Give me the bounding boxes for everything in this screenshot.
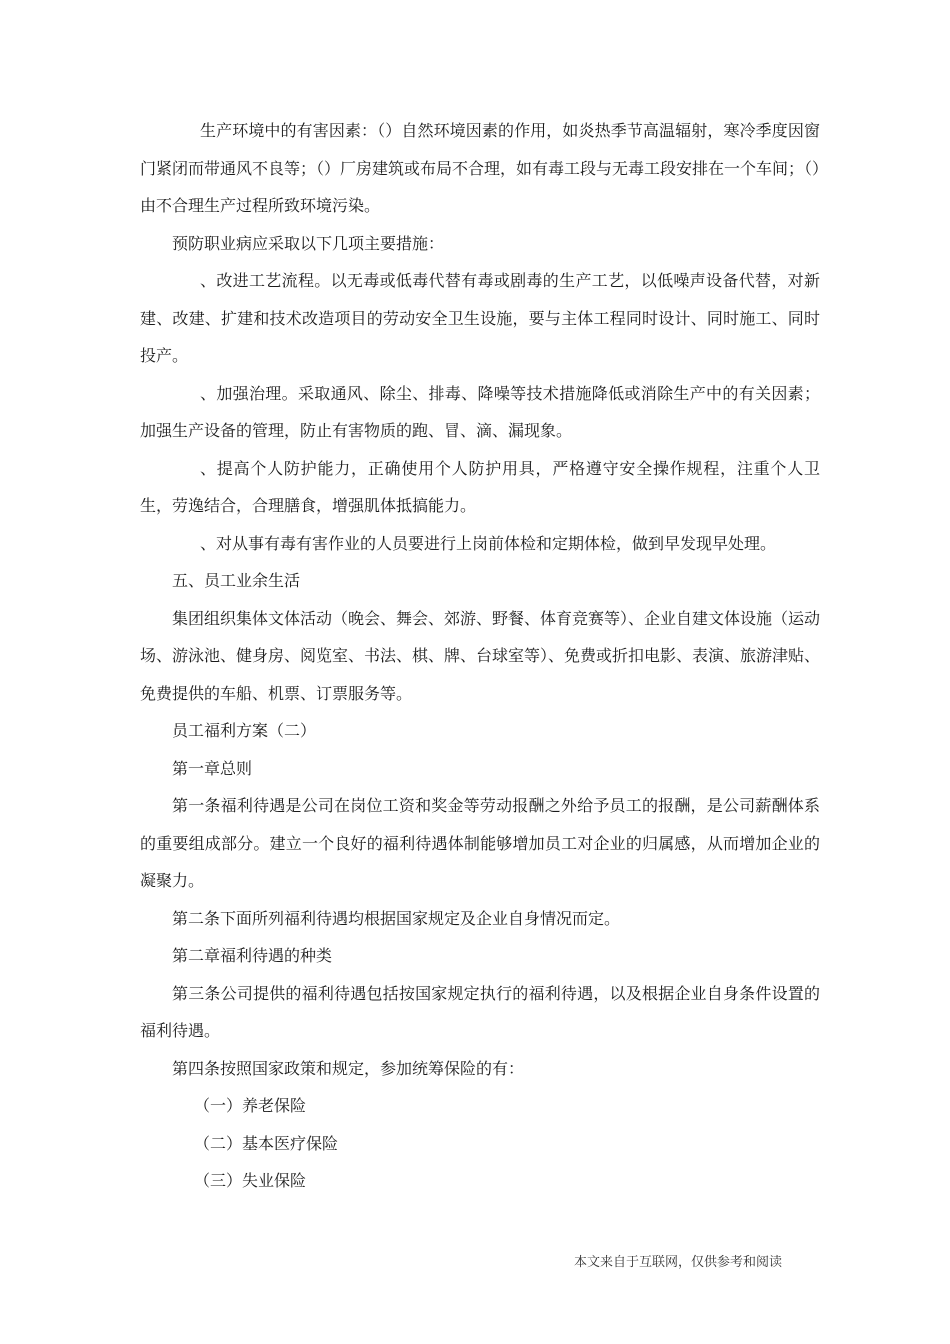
footer-disclaimer: 本文来自于互联网，仅供参考和阅读	[574, 1255, 783, 1270]
document-body	[140, 112, 820, 1200]
paragraph-hazard-factors: 生产环境中的有害因素：（）自然环境因素的作用，如炎热季节高温辐射，寒冷季度因窗门紧闭而带通风不良等；（）厂房建筑或布局不合理，如有毒工段与无毒工段安排在一个车间；（）由不合理生产过程所致环境污染。	[140, 121, 821, 215]
paragraph-prevention-intro: 预防职业病应采取以下几项主要措施：	[172, 233, 445, 253]
list-item-unemployment: （三）失业保险	[194, 1171, 307, 1190]
list-item-pension: （一）养老保险	[194, 1096, 307, 1115]
paragraph-measure-control: 、加强治理。采取通风、除尘、排毒、降噪等技术措施降低或消除生产中的有关因素；加强生产设备的管理，防止有害物质的跑、冒、滴、漏现象。	[140, 383, 820, 440]
document-subtitle: 员工福利方案（二）	[172, 721, 317, 740]
list-item-medical: （二）基本医疗保险	[194, 1133, 339, 1153]
paragraph-measure-protection: 、提高个人防护能力，正确使用个人防护用具，严格遵守安全操作规程，注重个人卫生，劳逸结合，合理膳食，增强肌体抵搞能力。	[140, 458, 820, 515]
article-3: 第三条公司提供的福利待遇包括按国家规定执行的福利待遇，以及根据企业自身条件设置的福利待遇。	[140, 983, 820, 1040]
article-4: 第四条按照国家政策和规定，参加统筹保险的有：	[172, 1058, 525, 1078]
chapter-heading-types: 第二章福利待遇的种类	[172, 946, 333, 965]
paragraph-leisure-activities: 集团组织集体文体活动（晚会、舞会、郊游、野餐、体育竞赛等）、企业自建文体设施（运动场、游泳池、健身房、阅览室、书法、棋、牌、台球室等）、免费或折扣电影、表演、旅游津贴、免费提供的车船、机票、订票服务等。	[140, 608, 821, 703]
chapter-heading-general: 第一章总则	[172, 758, 253, 778]
section-heading-leisure: 五、员工业余生活	[172, 571, 301, 590]
paragraph-measure-process: 、改进工艺流程。以无毒或低毒代替有毒或剧毒的生产工艺，以低噪声设备代替，对新建、改建、扩建和技术改造项目的劳动安全卫生设施，要与主体工程同时设计、同时施工、同时投产。	[140, 271, 820, 365]
article-1: 第一条福利待遇是公司在岗位工资和奖金等劳动报酬之外给予员工的报酬，是公司薪酬体系的重要组成部分。建立一个良好的福利待遇体制能够增加员工对企业的归属感，从而增加企业的凝聚力。	[140, 796, 820, 890]
article-2: 第二条下面所列福利待遇均根据国家规定及企业自身情况而定。	[172, 908, 621, 928]
paragraph-measure-checkup: 、对从事有毒有害作业的人员要进行上岗前体检和定期体检，做到早发现早处理。	[200, 533, 777, 553]
